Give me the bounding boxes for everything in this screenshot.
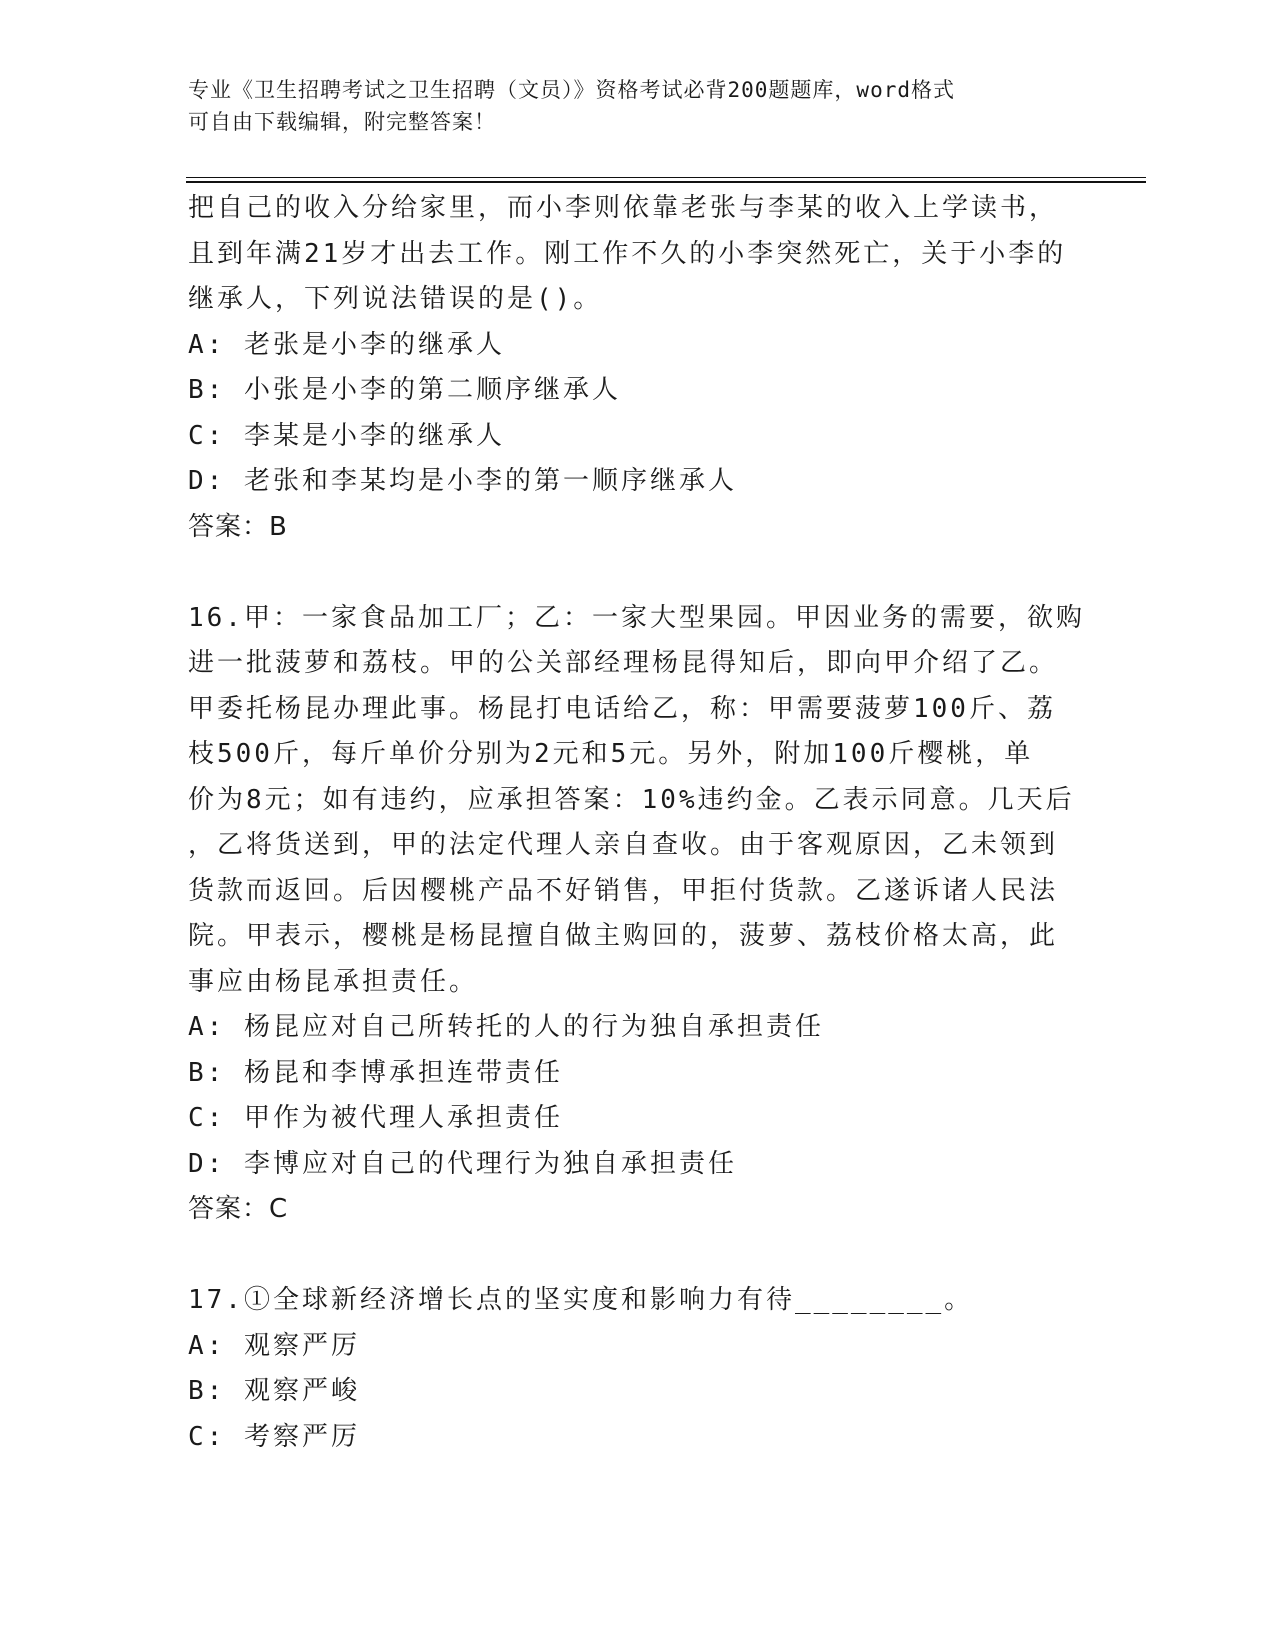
answer-line: 答案：C — [188, 1194, 289, 1224]
option-a: A: 杨昆应对自己所转托的人的行为独自承担责任 — [188, 1012, 824, 1042]
question-stem-line: 货款而返回。后因樱桃产品不好销售，甲拒付货款。乙遂诉诸人民法 — [188, 875, 1059, 906]
option-d: D: 老张和李某均是小李的第一顺序继承人 — [188, 466, 737, 496]
question-stem-line: 16.甲：一家食品加工厂；乙：一家大型果园。甲因业务的需要，欲购 — [188, 602, 1085, 633]
question-stem-line: 甲委托杨昆办理此事。杨昆打电话给乙，称：甲需要菠萝100斤、荔 — [188, 693, 1056, 724]
document-header — [188, 74, 1088, 138]
question-stem-line: 枝500斤，每斤单价分别为2元和5元。另外，附加100斤樱桃，单 — [188, 739, 1034, 769]
option-b: B: 观察严峻 — [188, 1376, 360, 1406]
option-c: C: 李某是小李的继承人 — [188, 420, 505, 451]
option-a: A: 观察严厉 — [188, 1330, 360, 1361]
option-c: C: 甲作为被代理人承担责任 — [188, 1103, 563, 1133]
header-divider-thin — [186, 177, 1146, 178]
question-stem-line: 把自己的收入分给家里，而小李则依靠老张与李某的收入上学读书， — [188, 193, 1059, 223]
question-stem-line: 继承人，下列说法错误的是()。 — [188, 284, 603, 314]
answer-line: 答案：B — [188, 511, 288, 542]
question-17 — [188, 1278, 1088, 1460]
header-divider-thick — [186, 181, 1146, 183]
option-b: B: 杨昆和李博承担连带责任 — [188, 1057, 563, 1088]
question-stem-line: 事应由杨昆承担责任。 — [188, 966, 479, 997]
question-stem-line: 17.①全球新经济增长点的坚实度和影响力有待________。 — [188, 1285, 974, 1315]
option-d: D: 李博应对自己的代理行为独自承担责任 — [188, 1148, 737, 1179]
header-line-1: 专业《卫生招聘考试之卫生招聘（文员）》资格考试必背200题题库，word格式 — [188, 78, 955, 102]
question-15 — [188, 186, 1088, 550]
header-line-2: 可自由下载编辑，附完整答案！ — [188, 110, 496, 134]
spacer — [188, 550, 1088, 596]
question-stem-line: 院。甲表示，樱桃是杨昆擅自做主购回的，菠萝、荔枝价格太高，此 — [188, 921, 1059, 951]
question-stem-line: ，乙将货送到，甲的法定代理人亲自查收。由于客观原因，乙未领到 — [188, 830, 1059, 860]
question-16 — [188, 596, 1088, 1233]
question-stem-line: 且到年满21岁才出去工作。刚工作不久的小李突然死亡，关于小李的 — [188, 238, 1067, 269]
spacer — [188, 1233, 1088, 1279]
option-c: C: 考察严厉 — [188, 1421, 360, 1452]
question-stem-line: 进一批菠萝和荔枝。甲的公关部经理杨昆得知后，即向甲介绍了乙。 — [188, 648, 1059, 678]
option-a: A: 老张是小李的继承人 — [188, 329, 505, 360]
option-b: B: 小张是小李的第二顺序继承人 — [188, 375, 621, 405]
document-body — [188, 186, 1088, 1460]
question-stem-line: 价为8元；如有违约，应承担答案：10%违约金。乙表示同意。几天后 — [188, 784, 1075, 815]
